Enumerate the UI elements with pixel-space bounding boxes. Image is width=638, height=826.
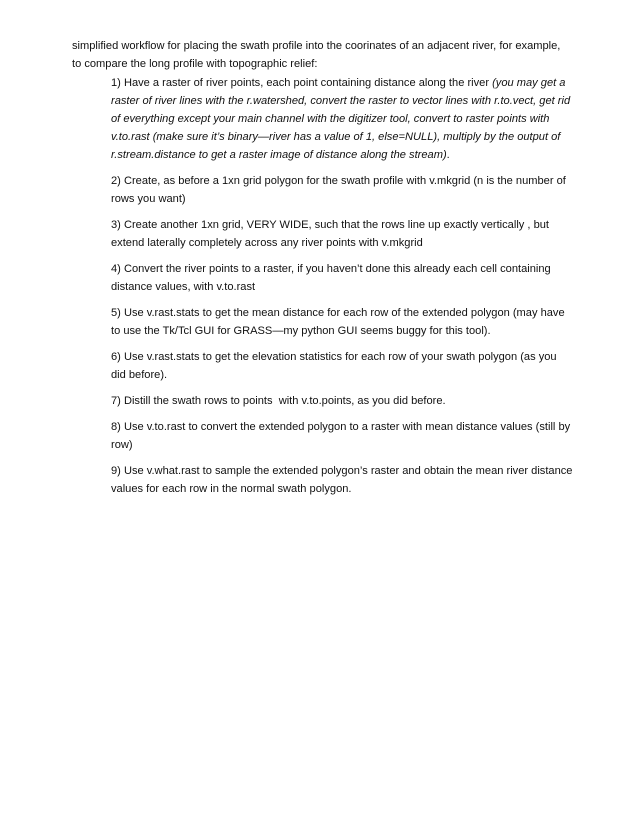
step-3 (111, 216, 573, 252)
step-9 (111, 462, 576, 498)
step-7 (111, 392, 573, 410)
step-2-text: 2) Create, as before a 1xn grid polygon for the swath profile with v.mkgrid (n is the number of rows you want) (111, 175, 569, 205)
step-1-suffix: . (446, 149, 450, 161)
step-7-text: 7) Distill the swath rows to points with v.to.points, as you did before. (111, 395, 446, 407)
step-2 (111, 172, 573, 208)
step-1-italic-note: (you may get a raster of river lines with the r.watershed, convert the raster to vector lines with r.to.vect, get rid of everything except your main channel with the digitizer tool, convert to raster points with v.to.rast (make sure it’s binary—river has a value of 1, else=NULL), multiply by the output of r.stream.distance to get a raster image of distance along the stream) (111, 77, 574, 161)
step-5-text: 5) Use v.rast.stats to get the mean distance for each row of the extended polygon (may have to use the Tk/Tcl GUI for GRASS—my python GUI seems buggy for this tool). (111, 307, 568, 337)
workflow-steps-list (111, 74, 576, 506)
step-9-text: 9) Use v.what.rast to sample the extended polygon’s raster and obtain the mean river distance values for each row in the normal swath polygon. (111, 465, 576, 495)
step-8-text: 8) Use v.to.rast to convert the extended polygon to a raster with mean distance values (still by row) (111, 421, 574, 451)
step-6 (111, 348, 573, 384)
step-4-text: 4) Convert the river points to a raster, if you haven’t done this already each cell containing distance values, with v.to.rast (111, 263, 554, 293)
intro-paragraph: simplified workflow for placing the swath profile into the coorinates of an adjacent river, for example, to compare the long profile with topographic relief: (72, 40, 561, 70)
step-4 (111, 260, 573, 296)
step-5 (111, 304, 573, 340)
step-6-text: 6) Use v.rast.stats to get the elevation statistics for each row of your swath polygon (as you did before). (111, 351, 560, 381)
step-3-text: 3) Create another 1xn grid, VERY WIDE, such that the rows line up exactly vertically , but extend laterally completely across any river points with v.mkgrid (111, 219, 553, 249)
step-1 (111, 74, 573, 164)
step-1-text: 1) Have a raster of river points, each point containing distance along the river (111, 77, 493, 89)
step-8 (111, 418, 573, 454)
